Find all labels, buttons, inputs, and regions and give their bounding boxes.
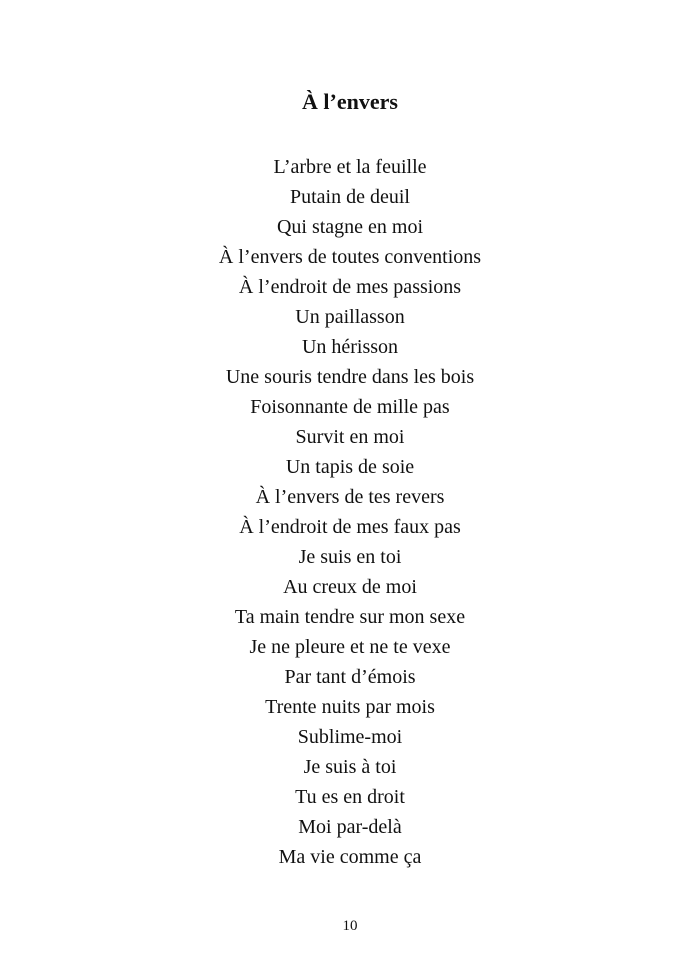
poem-line: Ma vie comme ça bbox=[278, 846, 422, 868]
poem-line: Un tapis de soie bbox=[285, 456, 415, 478]
poem-line: Putain de deuil bbox=[290, 186, 410, 208]
poem-line: Je suis à toi bbox=[303, 756, 397, 778]
poem-line: Une souris tendre dans les bois bbox=[225, 366, 475, 388]
poem-line: Ta main tendre sur mon sexe bbox=[234, 606, 466, 628]
poem-line: Je suis en toi bbox=[298, 546, 402, 568]
poem-line: Qui stagne en moi bbox=[276, 216, 424, 238]
poem-line: Foisonnante de mille pas bbox=[250, 396, 450, 418]
poem-line: À l’envers de tes revers bbox=[255, 486, 445, 508]
poem-line: Tu es en droit bbox=[295, 786, 405, 808]
poem-line: Trente nuits par mois bbox=[265, 696, 435, 718]
poem-line: Je ne pleure et ne te vexe bbox=[249, 636, 451, 658]
poem-line: Sublime-moi bbox=[297, 726, 403, 748]
poem-line: Au creux de moi bbox=[283, 576, 417, 598]
page-number: 10 bbox=[342, 918, 358, 934]
poem-line: Un paillasson bbox=[295, 306, 405, 328]
poem-body bbox=[0, 152, 700, 872]
poem-line: Moi par-delà bbox=[298, 816, 402, 838]
poem-line: Par tant d’émois bbox=[284, 666, 416, 688]
poem-line: Survit en moi bbox=[295, 426, 405, 448]
poem-line: L’arbre et la feuille bbox=[273, 156, 427, 178]
poem-line: À l’endroit de mes passions bbox=[238, 276, 462, 298]
poem-line: Un hérisson bbox=[301, 336, 399, 358]
poem-line: À l’envers de toutes conventions bbox=[218, 246, 482, 268]
poem-title: À l’envers bbox=[302, 89, 398, 114]
poem-line: À l’endroit de mes faux pas bbox=[239, 516, 461, 538]
